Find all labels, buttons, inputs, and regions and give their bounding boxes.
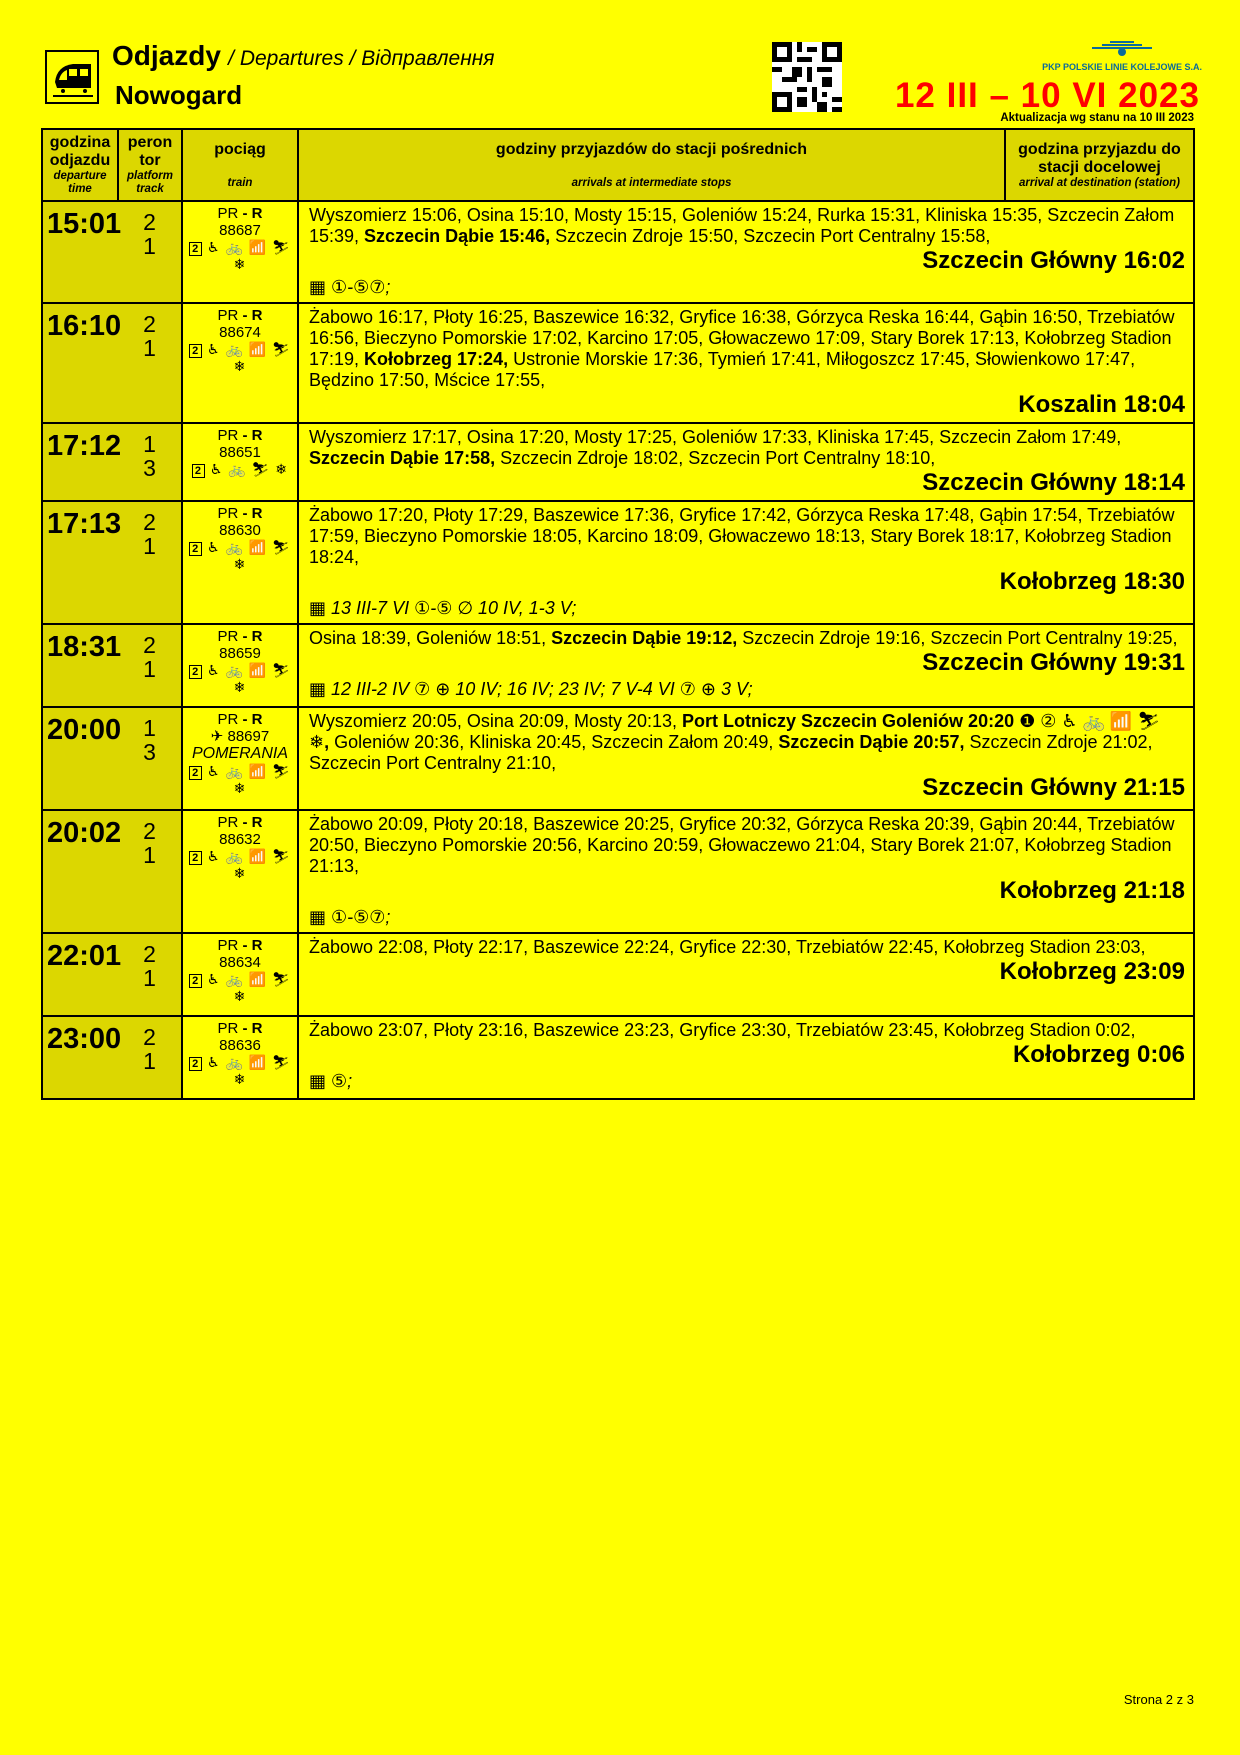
departure-time: 17:13 <box>42 501 118 624</box>
calendar-note: ▦ 13 III-7 VI ①-⑤ ∅ 10 IV, 1-3 V; <box>309 598 577 618</box>
second-class-icon: 2 <box>192 464 205 478</box>
train-name: POMERANIA <box>191 745 288 762</box>
departure-time: 20:00 <box>42 707 118 810</box>
intermediate-stops: Osina 18:39, Goleniów 18:51, Szczecin Dąbie 19:12, Szczecin Zdroje 19:16, Szczecin Port Centralny 19:25, <box>309 628 1178 648</box>
service-icons: 2 ♿ 🚲 📶 ⛷ ❄ <box>183 239 297 273</box>
train-category: PR - R <box>217 1020 263 1037</box>
platform-number: 1 <box>143 431 156 457</box>
col-train: pociąg train <box>182 129 298 201</box>
stops-cell <box>298 707 1194 810</box>
track-number: 1 <box>143 335 156 361</box>
platform-number: 2 <box>143 1024 156 1050</box>
platform-number: 2 <box>143 209 156 235</box>
service-icons: 2 ♿ 🚲 📶 ⛷ ❄ <box>183 341 297 375</box>
col-destination: godzina przyjazdu do stacji docelowej arrival at destination (station) <box>1005 129 1194 201</box>
stops-cell <box>298 423 1194 501</box>
platform-cell <box>118 933 182 1016</box>
second-class-icon: 2 <box>189 542 202 556</box>
calendar-icon: ▦ <box>309 277 327 297</box>
track-number: 3 <box>143 455 156 481</box>
second-class-icon: 2 <box>189 766 202 780</box>
track-number: 3 <box>143 739 156 765</box>
track-number: 1 <box>143 533 156 559</box>
departure-time: 23:00 <box>42 1016 118 1099</box>
service-icons: 2 ♿ 🚲 📶 ⛷ ❄ <box>183 539 297 573</box>
train-cell <box>182 624 298 707</box>
calendar-note: ▦ 12 III-2 IV ⑦ ⊕ 10 IV; 16 IV; 23 IV; 7 V-4 VI ⑦ ⊕ 3 V; <box>309 679 753 699</box>
intermediate-stops: Żabowo 20:09, Płoty 20:18, Baszewice 20:25, Gryfice 20:32, Górzyca Reska 20:39, Gąbin 20:44, Trzebiatów 20:50, Bieczyno Pomorskie 20:56, Karcino 20:59, Głowaczewo 21:04, Stary Borek 21:07, Kołobrzeg Stadion 21:13, <box>309 814 1175 876</box>
platform-cell <box>118 707 182 810</box>
table-row <box>42 624 1194 707</box>
track-number: 1 <box>143 965 156 991</box>
platform-number: 2 <box>143 632 156 658</box>
departure-time: 16:10 <box>42 303 118 423</box>
service-icons: 2 ♿ 🚲 ⛷ ❄ <box>183 461 297 478</box>
stops-cell <box>298 933 1194 1016</box>
train-cell <box>182 707 298 810</box>
calendar-note: ▦ ①-⑤⑦; <box>309 277 391 297</box>
second-class-icon: 2 <box>189 344 202 358</box>
destination-arrival: Szczecin Główny 19:31 <box>922 649 1185 676</box>
track-number: 1 <box>143 233 156 259</box>
train-number: 88687 <box>219 222 261 239</box>
track-number: 1 <box>143 842 156 868</box>
departure-time: 18:31 <box>42 624 118 707</box>
stops-cell <box>298 810 1194 933</box>
platform-number: 1 <box>143 715 156 741</box>
table-row <box>42 810 1194 933</box>
departure-time: 15:01 <box>42 201 118 303</box>
destination-arrival: Kołobrzeg 0:06 <box>1012 1041 1185 1068</box>
train-cell <box>182 810 298 933</box>
pkp-plk-logo: PKP POLSKIE LINIE KOLEJOWE S.A. <box>1032 40 1202 72</box>
train-category: PR - R <box>217 307 263 324</box>
platform-cell <box>118 501 182 624</box>
destination-arrival: Koszalin 18:04 <box>1018 391 1185 418</box>
calendar-icon: ▦ <box>309 1071 327 1091</box>
stops-cell <box>298 303 1194 423</box>
destination-arrival: Szczecin Główny 21:15 <box>922 774 1185 801</box>
second-class-icon: 2 <box>189 242 202 256</box>
qr-code[interactable] <box>772 42 842 112</box>
train-icon <box>45 50 99 104</box>
platform-number: 2 <box>143 941 156 967</box>
table-row <box>42 423 1194 501</box>
validity-period: 12 III – 10 VI 2023 <box>894 76 1200 115</box>
intermediate-stops: Żabowo 23:07, Płoty 23:16, Baszewice 23:23, Gryfice 23:30, Trzebiatów 23:45, Kołobrzeg Stadion 0:02, <box>309 1020 1136 1040</box>
train-category: PR - R <box>217 814 263 831</box>
second-class-icon: 2 <box>189 665 202 679</box>
platform-cell <box>118 201 182 303</box>
second-class-icon: 2 <box>189 851 202 865</box>
second-class-icon: 2 <box>189 1057 202 1071</box>
calendar-icon: ▦ <box>309 598 327 618</box>
intermediate-stops: Żabowo 17:20, Płoty 17:29, Baszewice 17:36, Gryfice 17:42, Górzyca Reska 17:48, Gąbin 17:54, Trzebiatów 17:59, Bieczyno Pomorskie 18:05, Karcino 18:09, Głowaczewo 18:13, Stary Borek 18:17, Kołobrzeg Stadion 18:24, <box>309 505 1175 567</box>
destination-arrival: Szczecin Główny 18:14 <box>922 469 1185 496</box>
train-number: 88636 <box>219 1037 261 1054</box>
train-category: PR - R <box>217 427 263 444</box>
stops-cell <box>298 201 1194 303</box>
platform-cell <box>118 423 182 501</box>
table-row <box>42 303 1194 423</box>
intermediate-stops: Wyszomierz 15:06, Osina 15:10, Mosty 15:15, Goleniów 15:24, Rurka 15:31, Kliniska 15:35, Szczecin Załom 15:39, Szczecin Dąbie 15:46, Szczecin Zdroje 15:50, Szczecin Port Centralny 15:58, <box>309 205 1175 246</box>
destination-arrival: Kołobrzeg 18:30 <box>999 568 1185 595</box>
platform-number: 2 <box>143 509 156 535</box>
platform-number: 2 <box>143 311 156 337</box>
intermediate-stops: Wyszomierz 20:05, Osina 20:09, Mosty 20:13, Port Lotniczy Szczecin Goleniów 20:20 ❶ ② ♿ 🚲 📶 ⛷ ❄, Goleniów 20:36, Kliniska 20:45, Szczecin Załom 20:49, Szczecin Dąbie 20:57, Szczecin Zdroje 21:02, Szczecin Port Centralny 21:10, <box>309 711 1161 773</box>
platform-cell <box>118 810 182 933</box>
calendar-note: ▦ ①-⑤⑦; <box>309 907 391 927</box>
train-number: 88659 <box>219 645 261 662</box>
table-row <box>42 933 1194 1016</box>
intermediate-stops: Wyszomierz 17:17, Osina 17:20, Mosty 17:25, Goleniów 17:33, Kliniska 17:45, Szczecin Załom 17:49, Szczecin Dąbie 17:58, Szczecin Zdroje 18:02, Szczecin Port Centralny 18:10, <box>309 427 1122 468</box>
stops-cell <box>298 501 1194 624</box>
destination-arrival: Kołobrzeg 21:18 <box>999 877 1185 904</box>
train-category: PR - R <box>217 711 263 728</box>
table-row <box>42 1016 1194 1099</box>
service-icons: 2 ♿ 🚲 📶 ⛷ ❄ <box>183 1054 297 1088</box>
table-row <box>42 707 1194 810</box>
train-number: 88632 <box>219 831 261 848</box>
train-number: 88634 <box>219 954 261 971</box>
page-title: Odjazdy / Departures / Відправлення <box>112 40 495 71</box>
train-number: ✈ 88697 <box>210 728 270 745</box>
platform-cell <box>118 303 182 423</box>
stops-cell <box>298 624 1194 707</box>
departure-time: 20:02 <box>42 810 118 933</box>
stops-cell <box>298 1016 1194 1099</box>
platform-cell <box>118 624 182 707</box>
intermediate-stops: Żabowo 22:08, Płoty 22:17, Baszewice 22:24, Gryfice 22:30, Trzebiatów 22:45, Kołobrzeg Stadion 23:03, <box>309 937 1146 957</box>
train-cell <box>182 933 298 1016</box>
intermediate-stops: Żabowo 16:17, Płoty 16:25, Baszewice 16:32, Gryfice 16:38, Górzyca Reska 16:44, Gąbin 16:50, Trzebiatów 16:56, Bieczyno Pomorskie 17:02, Karcino 17:05, Głowaczewo 17:09, Stary Borek 17:13, Kołobrzeg Stadion 17:19, Kołobrzeg 17:24, Ustronie Morskie 17:36, Tymień 17:41, Miłogoszcz 17:45, Słowienkowo 17:47, Będzino 17:50, Mścice 17:55, <box>309 307 1175 390</box>
col-departure-time: godzina odjazdu departure time <box>42 129 118 201</box>
calendar-note: ▦ ⑤; <box>309 1071 353 1091</box>
service-icons: 2 ♿ 🚲 📶 ⛷ ❄ <box>183 662 297 696</box>
calendar-icon: ▦ <box>309 907 327 927</box>
destination-arrival: Szczecin Główny 16:02 <box>922 247 1185 274</box>
train-number: 88674 <box>219 324 261 341</box>
table-row <box>42 201 1194 303</box>
track-number: 1 <box>143 656 156 682</box>
train-cell <box>182 201 298 303</box>
train-cell <box>182 303 298 423</box>
second-class-icon: 2 <box>189 974 202 988</box>
train-cell <box>182 1016 298 1099</box>
platform-number: 2 <box>143 818 156 844</box>
train-cell <box>182 423 298 501</box>
col-platform: peron tor platform track <box>118 129 182 201</box>
destination-arrival: Kołobrzeg 23:09 <box>999 958 1185 985</box>
train-cell <box>182 501 298 624</box>
platform-cell <box>118 1016 182 1099</box>
service-icons: 2 ♿ 🚲 📶 ⛷ ❄ <box>183 971 297 1005</box>
departure-time: 22:01 <box>42 933 118 1016</box>
table-header-row <box>42 129 1194 201</box>
service-icons: 2 ♿ 🚲 📶 ⛷ ❄ <box>183 763 297 797</box>
train-category: PR - R <box>217 628 263 645</box>
service-icons: 2 ♿ 🚲 📶 ⛷ ❄ <box>183 848 297 882</box>
calendar-icon: ▦ <box>309 679 327 699</box>
track-number: 1 <box>143 1048 156 1074</box>
col-stops: godziny przyjazdów do stacji pośrednich arrivals at intermediate stops <box>298 129 1005 201</box>
update-note: Aktualizacja wg stanu na 10 III 2023 <box>1000 112 1194 124</box>
train-number: 88651 <box>219 444 261 461</box>
station-name: Nowogard <box>115 80 243 110</box>
page-number: Strona 2 z 3 <box>1123 1692 1194 1707</box>
train-category: PR - R <box>217 205 263 222</box>
table-row <box>42 501 1194 624</box>
train-category: PR - R <box>217 505 263 522</box>
train-category: PR - R <box>217 937 263 954</box>
departure-time: 17:12 <box>42 423 118 501</box>
train-number: 88630 <box>219 522 261 539</box>
departures-table <box>41 128 1195 1100</box>
